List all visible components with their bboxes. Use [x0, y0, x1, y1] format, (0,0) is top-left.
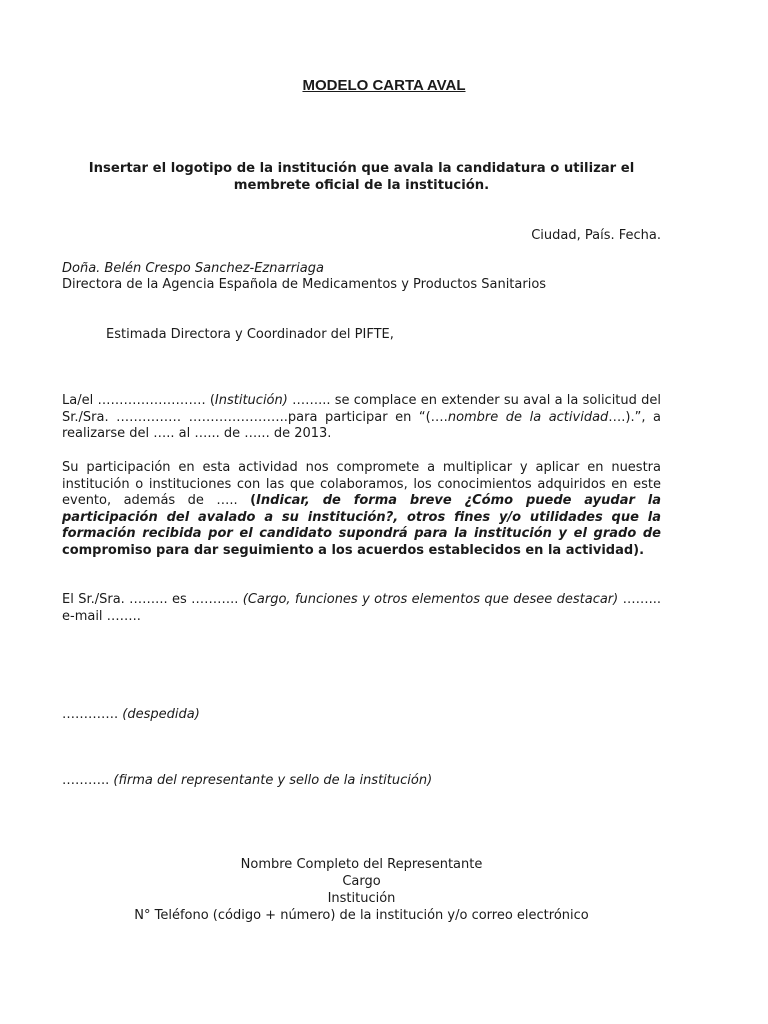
recipient-block [62, 261, 661, 293]
dateline: Ciudad, País. Fecha. [531, 228, 661, 243]
paragraph-aval: La/el ……………………. (Institución) ……... se complace en extender su aval a la solicitud del Sr./Sra. …………… …………………..para participar en “(….nombre de la actividad….).”, a realizarse del ….. al …... de …... de 2013. [62, 393, 662, 441]
closing-line: …………. (despedida) [62, 707, 200, 722]
document-title: MODELO CARTA AVAL [302, 77, 466, 94]
representative-name: Nombre Completo del Representante [240, 857, 483, 872]
benefits-instruction: Indicar, de forma breve ¿Cómo puede ayudar la participación del avalado a su institución?, otros fines y/o utilidades que la formación recibida por el candidato supondrá para la institución y el grado de [62, 493, 661, 541]
recipient-position: Directora de la Agencia Española de Medicamentos y Productos Sanitarios [62, 277, 547, 292]
paragraph-position: El Sr./Sra. ……... es ……….. (Cargo, funciones y otros elementos que desee destacar) ……... e-mail …….. [62, 592, 662, 624]
greeting: Estimada Directora y Coordinador del PIFTE, [106, 327, 394, 342]
logo-instruction: Insertar el logotipo de la institución que avala la candidatura o utilizar el membrete oficial de la institución. [88, 161, 635, 193]
position-placeholder: (Cargo, funciones y otros elementos que desee destacar) [242, 592, 619, 607]
signature-line: ……….. (firma del representante y sello de la institución) [62, 773, 433, 788]
paragraph-participation: Su participación en esta actividad nos compromete a multiplicar y aplicar en nuestra institución o instituciones con las que colaboramos, los conocimientos adquiridos en este evento, además de ….. (Indicar, de forma breve ¿Cómo puede ayudar la participación del avalado a su institución?, otros fines y/o utilidades que la formación recibida por el candidato supondrá para la institución y el grado de compromiso para dar seguimiento a los acuerdos establecidos en la actividad). [62, 460, 661, 558]
recipient-name: Doña. Belén Crespo Sanchez-Eznarriaga [62, 261, 324, 276]
representative-institution: Institución [327, 891, 396, 906]
institution-placeholder: Institución) [214, 393, 288, 408]
activity-name-placeholder: nombre de la actividad [447, 409, 609, 425]
representative-cargo: Cargo [342, 874, 381, 889]
representative-contact: N° Teléfono (código + número) de la institución y/o correo electrónico [134, 908, 589, 923]
representative-footer [62, 856, 661, 924]
